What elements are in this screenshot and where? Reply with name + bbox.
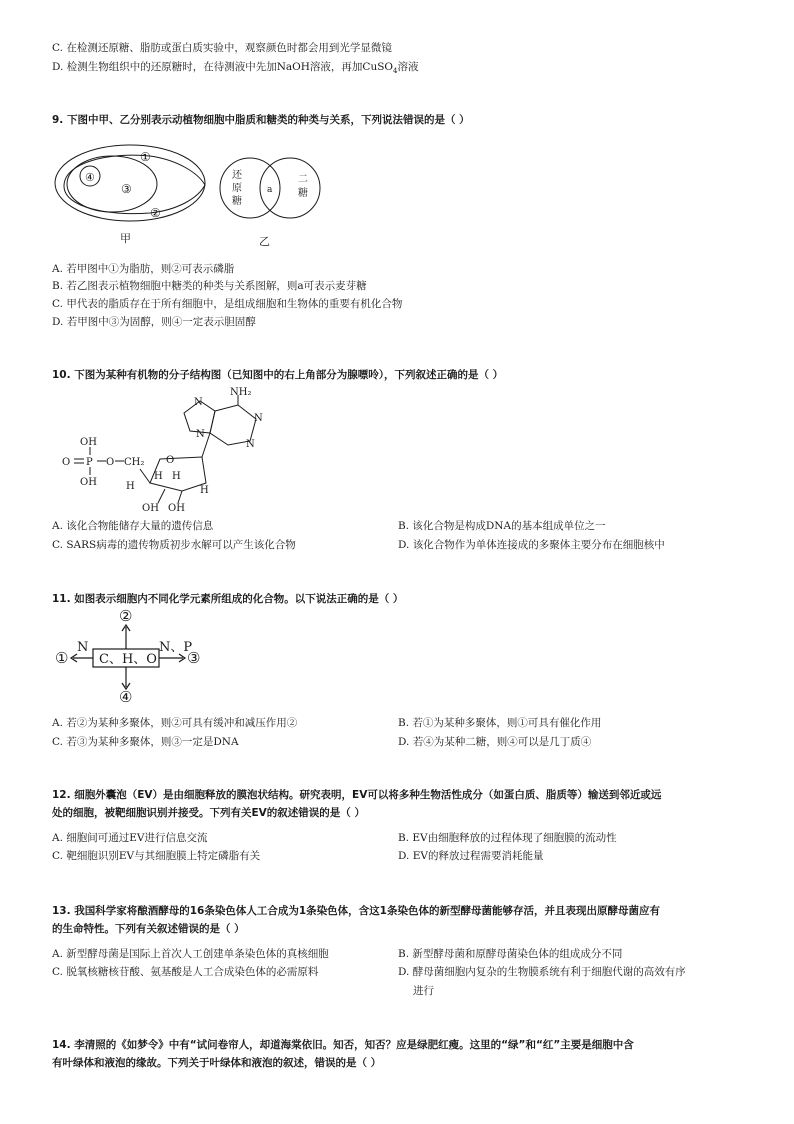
q8-option-d xyxy=(52,60,419,78)
yi-left-label-2: 原 xyxy=(232,183,242,194)
q8-option-d-text: D. 检测生物组织中的还原糖时，在待测液中先加NaOH溶液，再加CuSO xyxy=(52,61,394,73)
q10-molecule-figure xyxy=(60,385,280,515)
q13-option-b: B. 新型酵母菌和原酵母菌染色体的组成成分不同 xyxy=(398,948,623,960)
jia-inner-ellipse xyxy=(67,156,157,212)
p-label: P xyxy=(86,457,93,468)
node-1: ① xyxy=(55,649,69,667)
q10-option-b: B. 该化合物是构成DNA的基本组成单位之一 xyxy=(398,520,606,532)
q12-stem-line2: 处的细胞，被靶细胞识别并接受。下列有关EV的叙述错误的是（ ） xyxy=(52,807,365,819)
oh-bottom-label: OH xyxy=(80,477,97,488)
oh-c3-label: OH xyxy=(168,503,185,514)
yi-left-label-1: 还 xyxy=(232,170,242,181)
q13-stem-line2: 的生命特性。下列有关叙述错误的是（ ） xyxy=(52,923,245,935)
q12-stem-line1: 12. 细胞外囊泡（EV）是由细胞释放的膜泡状结构。研究表明，EV可以将多种生物活性成分（如蛋白质、脂质等）输送到邻近或远 xyxy=(52,789,662,801)
q13-option-d-continued: 进行 xyxy=(413,985,434,997)
q8-option-c: C. 在检测还原糖、脂肪或蛋白质实验中，观察颜色时都会用到光学显微镜 xyxy=(52,42,392,54)
q9-figure xyxy=(50,138,330,253)
jia-label-1: ① xyxy=(140,150,151,164)
q13-option-c: C. 脱氧核糖核苷酸、氨基酸是人工合成染色体的必需原料 xyxy=(52,966,319,978)
q11-option-a: A. 若②为某种多聚体，则②可具有缓冲和减压作用② xyxy=(52,717,298,729)
q10-stem: 10. 下图为某种有机物的分子结构图（已知图中的右上角部分为腺嘌呤），下列叙述正确的是（ ） xyxy=(52,369,504,381)
q11-option-b: B. 若①为某种多聚体，则①可具有催化作用 xyxy=(398,717,602,729)
node-4: ④ xyxy=(119,688,133,706)
jia-caption: 甲 xyxy=(120,232,131,245)
q10-option-d: D. 该化合物作为单体连接成的多聚体主要分布在细胞核中 xyxy=(398,539,665,551)
q12-option-a: A. 细胞间可通过EV进行信息交流 xyxy=(52,832,208,844)
n7-label: N xyxy=(194,397,203,408)
molecule-bonds xyxy=(74,395,256,503)
c3-oh-bond xyxy=(178,491,182,503)
yi-right-label-1: 二 xyxy=(298,174,308,185)
q9-option-d: D. 若甲图中③为固醇，则④一定表示胆固醇 xyxy=(52,316,256,328)
ch2-label: CH₂ xyxy=(124,457,145,468)
label-n: N xyxy=(77,640,89,655)
q13-option-a: A. 新型酵母菌是国际上首次人工创建单条染色体的真核细胞 xyxy=(52,948,329,960)
o-bridge-label: O xyxy=(106,457,115,468)
o-double-label: O xyxy=(62,457,71,468)
q10-option-c: C. SARS病毒的遗传物质初步水解可以产生该化合物 xyxy=(52,539,296,551)
box-label: C、H、O xyxy=(99,652,157,667)
jia-label-3: ③ xyxy=(121,182,132,196)
n9-label: N xyxy=(196,429,205,440)
q14-stem-line1: 14. 李清照的《如梦令》中有“试问卷帘人，却道海棠依旧。知否，知否？应是绿肥红瘦。这里的“绿”和“红”主要是细胞中含 xyxy=(52,1039,634,1051)
yi-center-label: a xyxy=(267,185,273,195)
q10-option-a: A. 该化合物能储存大量的遗传信息 xyxy=(52,520,214,532)
h-c2-label: H xyxy=(172,471,181,482)
oh-c2-label: OH xyxy=(142,503,159,514)
q13-stem-line1: 13. 我国科学家将酿酒酵母的16条染色体人工合成为1条染色体，含这1条染色体的新型酵母菌能够存活，并且表现出原酵母菌应有 xyxy=(52,905,660,917)
c2-oh-bond xyxy=(158,489,165,503)
n3-label: N xyxy=(246,439,255,450)
q9-option-b: B. 若乙图表示植物细胞中糖类的种类与关系图解，则a可表示麦芽糖 xyxy=(52,280,367,292)
q14-stem-line2: 有叶绿体和液泡的缘故。下列关于叶绿体和液泡的叙述，错误的是（ ） xyxy=(52,1057,382,1069)
q8-option-d-end: 溶液 xyxy=(397,61,419,73)
q13-option-d: D. 酵母菌细胞内复杂的生物膜系统有利于细胞代谢的高效有序 xyxy=(398,966,686,978)
q12-option-b: B. EV由细胞释放的过程体现了细胞膜的流动性 xyxy=(398,832,617,844)
n1-label: N xyxy=(254,413,263,424)
jia-label-4: ④ xyxy=(85,171,95,184)
label-np: N、P xyxy=(159,640,193,655)
q9-option-c: C. 甲代表的脂质存在于所有细胞中，是组成细胞和生物体的重要有机化合物 xyxy=(52,298,403,310)
q9-option-a: A. 若甲图中①为脂肪，则②可表示磷脂 xyxy=(52,263,235,275)
q11-option-d: D. 若④为某种二糖，则④可以是几丁质④ xyxy=(398,736,592,748)
jia-label-2: ② xyxy=(150,206,161,220)
node-2: ② xyxy=(119,607,133,625)
ring-o-label: O xyxy=(166,455,175,466)
q8-option-d-subscript: 4 xyxy=(393,67,398,76)
q9-stem: 9. 下图中甲、乙分别表示动植物细胞中脂质和糖类的种类与关系，下列说法错误的是（ ） xyxy=(52,114,470,126)
yi-caption: 乙 xyxy=(259,235,270,248)
node-3: ③ xyxy=(187,649,201,667)
q12-option-c: C. 靶细胞识别EV与其细胞膜上特定磷脂有关 xyxy=(52,850,261,862)
nh2-label: NH₂ xyxy=(230,387,252,398)
c4-ch2-bond xyxy=(140,469,150,483)
h-c4-label: H xyxy=(126,481,135,492)
yi-right-label-2: 糖 xyxy=(298,188,308,199)
q11-stem: 11. 如图表示细胞内不同化学元素所组成的化合物。以下说法正确的是（ ） xyxy=(52,593,404,605)
q12-option-d: D. EV的释放过程需要消耗能量 xyxy=(398,850,544,862)
q11-option-c: C. 若③为某种多聚体，则③一定是DNA xyxy=(52,736,239,748)
h-c3-label: H xyxy=(154,471,163,482)
q11-figure xyxy=(55,605,215,705)
oh-top-label: OH xyxy=(80,437,97,448)
yi-left-label-3: 糖 xyxy=(232,196,242,207)
h-c1-label: H xyxy=(200,485,209,496)
